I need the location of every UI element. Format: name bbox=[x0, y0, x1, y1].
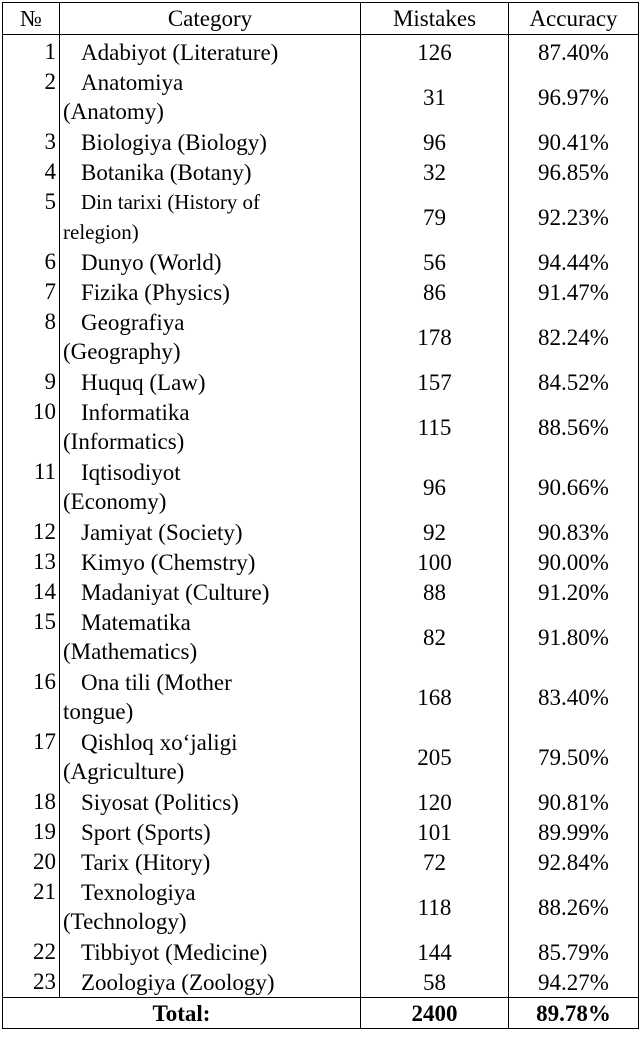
row-number: 3 bbox=[3, 127, 60, 157]
row-category bbox=[60, 787, 361, 817]
category-line-2: tongue) bbox=[63, 699, 134, 724]
row-mistakes: 82 bbox=[361, 607, 509, 667]
row-number: 19 bbox=[3, 817, 60, 847]
row-category bbox=[60, 727, 361, 787]
row-number: 14 bbox=[3, 577, 60, 607]
row-accuracy: 89.99% bbox=[509, 817, 639, 847]
category-line-1: Qishloq xo‘jaligi bbox=[81, 730, 238, 755]
row-category bbox=[60, 817, 361, 847]
table-row bbox=[3, 247, 639, 277]
row-category bbox=[60, 877, 361, 937]
row-mistakes: 157 bbox=[361, 367, 509, 397]
row-number: 1 bbox=[3, 35, 60, 68]
table-row bbox=[3, 517, 639, 547]
row-number: 9 bbox=[3, 367, 60, 397]
row-category bbox=[60, 847, 361, 877]
table-row bbox=[3, 817, 639, 847]
category-line-1: Biologiya (Biology) bbox=[81, 129, 267, 155]
row-accuracy: 88.56% bbox=[509, 397, 639, 457]
row-accuracy: 79.50% bbox=[509, 727, 639, 787]
row-number: 2 bbox=[3, 67, 60, 127]
row-mistakes: 115 bbox=[361, 397, 509, 457]
row-category bbox=[60, 607, 361, 667]
row-accuracy: 90.66% bbox=[509, 457, 639, 517]
category-line-1: Geografiya bbox=[81, 310, 185, 335]
category-line-2: (Economy) bbox=[63, 489, 167, 514]
category-line-1: Ona tili (Mother bbox=[81, 670, 232, 695]
header-row bbox=[3, 3, 639, 35]
row-number: 11 bbox=[3, 457, 60, 517]
row-category bbox=[60, 457, 361, 517]
row-mistakes: 31 bbox=[361, 67, 509, 127]
row-number: 23 bbox=[3, 967, 60, 998]
row-number: 5 bbox=[3, 187, 60, 247]
row-accuracy: 91.80% bbox=[509, 607, 639, 667]
row-number: 22 bbox=[3, 937, 60, 967]
row-mistakes: 144 bbox=[361, 937, 509, 967]
row-accuracy: 94.27% bbox=[509, 967, 639, 998]
row-category bbox=[60, 547, 361, 577]
row-accuracy: 96.97% bbox=[509, 67, 639, 127]
category-line-1: Dunyo (World) bbox=[81, 249, 222, 275]
row-mistakes: 100 bbox=[361, 547, 509, 577]
row-accuracy: 92.23% bbox=[509, 187, 639, 247]
row-category bbox=[60, 277, 361, 307]
table-row bbox=[3, 727, 639, 787]
category-line-1: Iqtisodiyot bbox=[81, 460, 181, 485]
table-row bbox=[3, 397, 639, 457]
row-number: 21 bbox=[3, 877, 60, 937]
row-mistakes: 92 bbox=[361, 517, 509, 547]
row-category bbox=[60, 967, 361, 998]
row-category bbox=[60, 937, 361, 967]
row-mistakes: 72 bbox=[361, 847, 509, 877]
category-line-1: Matematika bbox=[81, 610, 191, 635]
category-line-1: Anatomiya bbox=[81, 70, 184, 95]
category-line-2: relegion) bbox=[63, 220, 139, 244]
row-mistakes: 178 bbox=[361, 307, 509, 367]
results-table bbox=[2, 2, 639, 1029]
category-line-2: (Geography) bbox=[63, 339, 181, 364]
row-accuracy: 90.81% bbox=[509, 787, 639, 817]
category-line-1: Informatika bbox=[81, 400, 190, 425]
category-line-2: (Mathematics) bbox=[63, 639, 198, 664]
row-number: 18 bbox=[3, 787, 60, 817]
category-line-1: Fizika (Physics) bbox=[81, 279, 230, 305]
row-category bbox=[60, 397, 361, 457]
category-line-1: Sport (Sports) bbox=[81, 819, 211, 845]
row-mistakes: 120 bbox=[361, 787, 509, 817]
table-row bbox=[3, 67, 639, 127]
row-number: 4 bbox=[3, 157, 60, 187]
category-line-1: Texnologiya bbox=[81, 880, 196, 905]
category-line-1: Huquq (Law) bbox=[81, 369, 206, 395]
header-mistakes: Mistakes bbox=[361, 3, 509, 35]
row-accuracy: 82.24% bbox=[509, 307, 639, 367]
row-number: 15 bbox=[3, 607, 60, 667]
total-accuracy: 89.78% bbox=[509, 998, 639, 1029]
row-accuracy: 83.40% bbox=[509, 667, 639, 727]
header-number: № bbox=[3, 3, 60, 35]
table-row bbox=[3, 547, 639, 577]
row-category bbox=[60, 157, 361, 187]
total-row bbox=[3, 998, 639, 1029]
table-row bbox=[3, 577, 639, 607]
header-category: Category bbox=[60, 3, 361, 35]
row-mistakes: 88 bbox=[361, 577, 509, 607]
row-accuracy: 85.79% bbox=[509, 937, 639, 967]
category-line-2: (Informatics) bbox=[63, 429, 185, 454]
row-category bbox=[60, 307, 361, 367]
total-mistakes: 2400 bbox=[361, 998, 509, 1029]
row-accuracy: 84.52% bbox=[509, 367, 639, 397]
category-line-1: Botanika (Botany) bbox=[81, 159, 252, 185]
table-body bbox=[3, 35, 639, 998]
row-category bbox=[60, 127, 361, 157]
row-number: 12 bbox=[3, 517, 60, 547]
row-accuracy: 88.26% bbox=[509, 877, 639, 937]
row-accuracy: 96.85% bbox=[509, 157, 639, 187]
category-line-2: (Anatomy) bbox=[63, 99, 164, 124]
row-mistakes: 96 bbox=[361, 127, 509, 157]
row-category bbox=[60, 517, 361, 547]
row-number: 7 bbox=[3, 277, 60, 307]
row-mistakes: 56 bbox=[361, 247, 509, 277]
row-mistakes: 205 bbox=[361, 727, 509, 787]
table-row bbox=[3, 127, 639, 157]
category-line-1: Kimyo (Chemstry) bbox=[81, 549, 256, 575]
row-accuracy: 92.84% bbox=[509, 847, 639, 877]
table-row bbox=[3, 787, 639, 817]
row-accuracy: 91.20% bbox=[509, 577, 639, 607]
category-line-1: Din tarixi (History of bbox=[81, 190, 261, 214]
row-category bbox=[60, 577, 361, 607]
table-row bbox=[3, 367, 639, 397]
category-line-1: Zoologiya (Zoology) bbox=[81, 969, 275, 995]
row-mistakes: 126 bbox=[361, 35, 509, 68]
row-accuracy: 90.00% bbox=[509, 547, 639, 577]
row-accuracy: 90.41% bbox=[509, 127, 639, 157]
row-number: 8 bbox=[3, 307, 60, 367]
row-category bbox=[60, 187, 361, 247]
category-line-1: Tibbiyot (Medicine) bbox=[81, 939, 268, 965]
total-label: Total: bbox=[3, 998, 361, 1029]
table-row bbox=[3, 187, 639, 247]
row-mistakes: 101 bbox=[361, 817, 509, 847]
table-row bbox=[3, 967, 639, 998]
table-row bbox=[3, 277, 639, 307]
row-mistakes: 58 bbox=[361, 967, 509, 998]
row-category bbox=[60, 667, 361, 727]
row-mistakes: 79 bbox=[361, 187, 509, 247]
row-mistakes: 96 bbox=[361, 457, 509, 517]
row-category bbox=[60, 67, 361, 127]
row-number: 10 bbox=[3, 397, 60, 457]
row-accuracy: 90.83% bbox=[509, 517, 639, 547]
table-row bbox=[3, 157, 639, 187]
row-mistakes: 168 bbox=[361, 667, 509, 727]
table-row bbox=[3, 307, 639, 367]
row-category bbox=[60, 367, 361, 397]
table-row bbox=[3, 877, 639, 937]
row-number: 6 bbox=[3, 247, 60, 277]
row-mistakes: 86 bbox=[361, 277, 509, 307]
row-number: 17 bbox=[3, 727, 60, 787]
category-line-1: Siyosat (Politics) bbox=[81, 789, 239, 815]
row-category bbox=[60, 247, 361, 277]
row-number: 20 bbox=[3, 847, 60, 877]
row-accuracy: 91.47% bbox=[509, 277, 639, 307]
category-line-1: Jamiyat (Society) bbox=[81, 519, 243, 545]
table-row bbox=[3, 667, 639, 727]
table-row bbox=[3, 35, 639, 68]
table-row bbox=[3, 607, 639, 667]
row-accuracy: 87.40% bbox=[509, 35, 639, 68]
row-number: 13 bbox=[3, 547, 60, 577]
row-category bbox=[60, 35, 361, 68]
row-mistakes: 32 bbox=[361, 157, 509, 187]
table-row bbox=[3, 937, 639, 967]
table-row bbox=[3, 457, 639, 517]
category-line-1: Tarix (Hitory) bbox=[81, 849, 211, 875]
category-line-2: (Technology) bbox=[63, 909, 187, 934]
header-accuracy: Accuracy bbox=[509, 3, 639, 35]
category-line-1: Madaniyat (Culture) bbox=[81, 579, 270, 605]
category-line-2: (Agriculture) bbox=[63, 759, 185, 784]
category-line-1: Adabiyot (Literature) bbox=[81, 39, 279, 65]
row-mistakes: 118 bbox=[361, 877, 509, 937]
row-accuracy: 94.44% bbox=[509, 247, 639, 277]
table-row bbox=[3, 847, 639, 877]
row-number: 16 bbox=[3, 667, 60, 727]
